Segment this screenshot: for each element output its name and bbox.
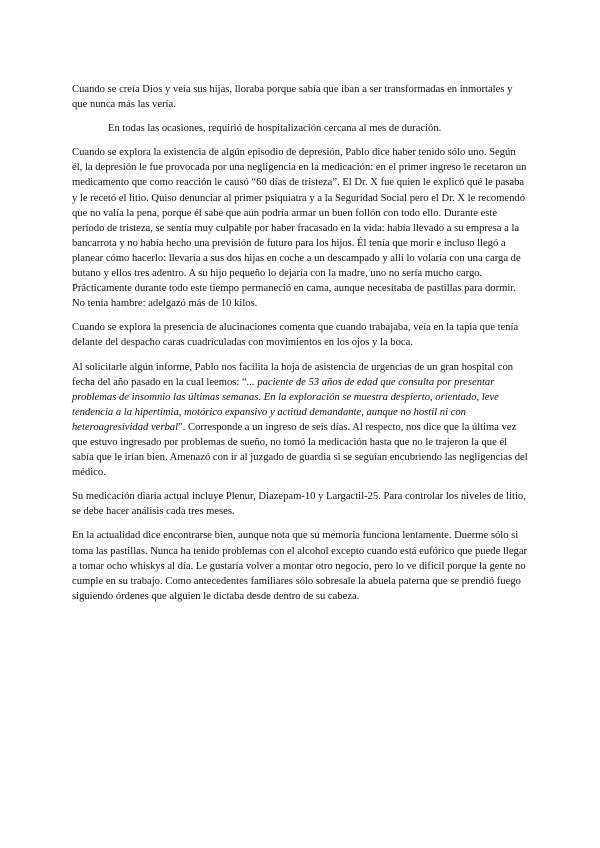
- paragraph-depresion: Cuando se explora la existencia de algún episodio de depresión, Pablo dice haber tenido sólo uno. Según él, la depresión le fue provocada por una negligencia en la medicación: en el primer ingreso le recetaron un medicamento que como reacción le causó “60 días de tristeza”. El Dr. X fue quien le explicó qué le pasaba y le recetó el litio. Quiso denunciar al primer psiquiatra y a la Seguridad Social pero el Dr. X le recomendó que no valía la pena, porque él sabe que aún podría armar un buen follón con todo ello. Durante este período de tristeza, se sentía muy culpable por haber fracasado en la vida: había llevado a su empresa a la bancarrota y no había hecho una previsión de futuro para los hijos. Él tenía que morir e incluso llegó a planear cómo hacerlo: llevaría a sus dos hijas en coche a un descampado y allí lo volaría con una carga de butano y ellos tres adentro. A su hijo pequeño lo dejaría con la madre, uno no sería mucho cargo. Prácticamente durante todo este tiempo permaneció en cama, aunque necesitaba de pastillas para dormir. No tenía hambre: adelgazó más de 10 kilos.: [72, 147, 527, 310]
- informe-quote: ... paciente de 53 años de edad que consulta por presentar problemas de insomnio las últimas semanas. En la exploración se muestra despierto, orientado, leve tendencia a la hipertimia, motórico expansivo y actitud demandante, aunque no hostil ni con heteroagresividad verbal: [72, 376, 499, 433]
- paragraph-hospitalizacion: En todas las ocasiones, requirió de hospitalización cercana al mes de duración.: [108, 123, 442, 135]
- paragraph-hijas: Cuando se creía Dios y veía sus hijas, lloraba porque sabía que iban a ser transformadas en inmortales y que nunca más las vería.: [72, 84, 513, 111]
- informe-rest: ”. Corresponde a un ingreso de seis días. Al respecto, nos dice que la última vez que estuvo ingresado por problemas de sueño, no tomó la medicación hasta que no le trajeron la que él sabía que le irían bien. Amenazó con ir al juzgado de guardia si se seguían encubriendo las negligencias del médico.: [72, 421, 528, 479]
- paragraph-actualidad: En la actualidad dice encontrarse bien, aunque nota que su memoria funciona lentamente. Duerme sólo si toma las pastillas. Nunca ha tenido problemas con el alcohol excepto cuando está eufórico que puede llegar a tomar ocho whiskys al día. Le gustaría volver a montar otro negocio, pero lo ve difícil porque la gente no cumple en su trabajo. Como antecedentes familiares sólo sobresale la abuela paterna que se prendió fuego siguiendo órdenes que alguien le dictaba desde dentro de su cabeza.: [72, 530, 528, 602]
- paragraph-alucinaciones: Cuando se explora la presencia de alucinaciones comenta que cuando trabajaba, veía en la tapia que tenía delante del despacho caras cuadriculadas con movimientos en los ojos y la boca.: [72, 322, 519, 349]
- paragraph-medicacion: Su medicación diaria actual incluye Plenur, Diazepam-10 y Largactil-25. Para controlar los niveles de litio, se debe hacer análisis cada tres meses.: [72, 491, 526, 518]
- informe-intro: Al solicitarle algún informe, Pablo nos facilita la hoja de asistencia de urgencias de un gran hospital con fecha del año pasado en la cual leemos: “: [72, 361, 514, 388]
- paragraph-informe: [72, 360, 528, 481]
- document-page: [72, 82, 528, 613]
